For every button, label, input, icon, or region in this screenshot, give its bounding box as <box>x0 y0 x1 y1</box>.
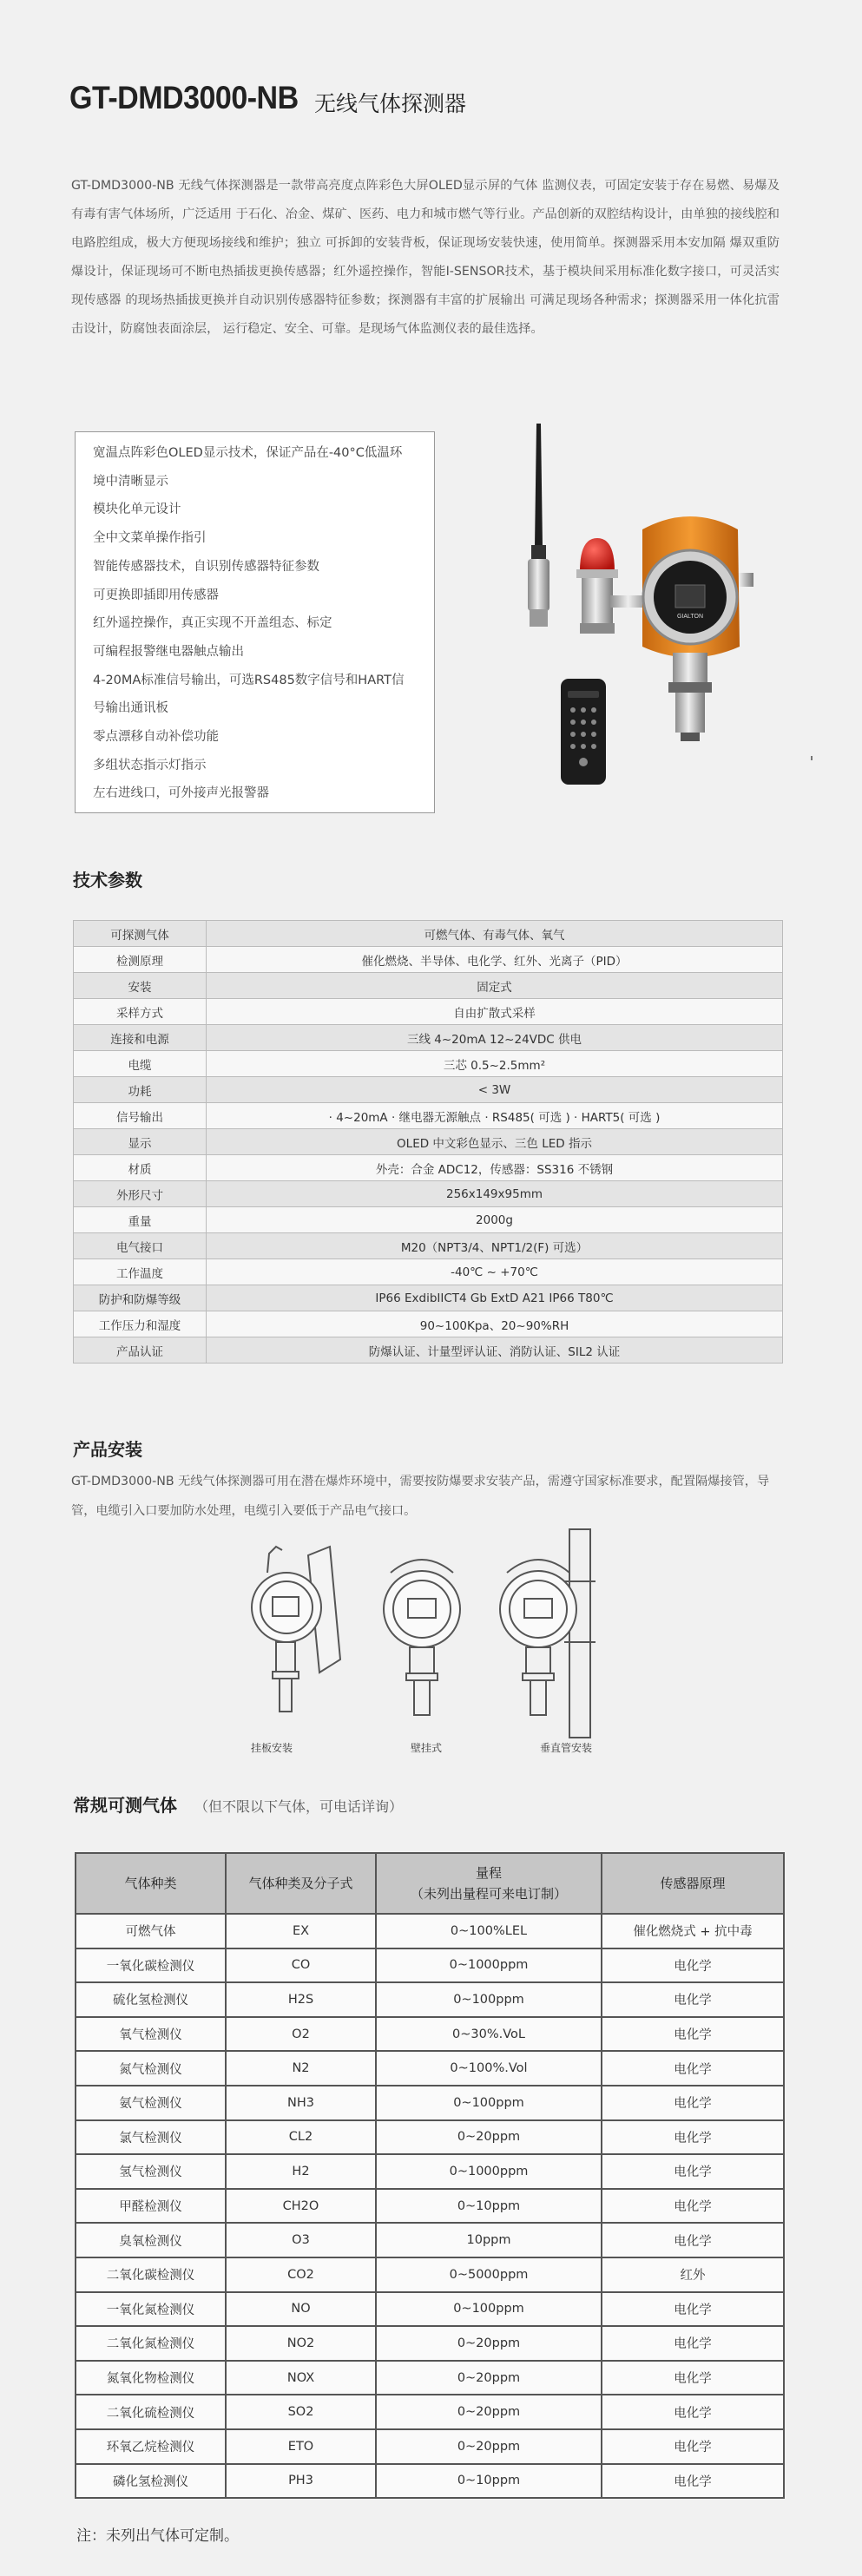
spec-value: 90~100Kpa、20~90%RH <box>207 1311 783 1337</box>
gas-row <box>76 1914 784 1948</box>
spec-value: -40℃ ~ +70℃ <box>207 1259 783 1285</box>
gas-principle-cell: 电化学 <box>602 2395 784 2429</box>
install-title: 产品安装 <box>73 1439 142 1460</box>
spec-value: 2000g <box>207 1207 783 1233</box>
spec-key: 显示 <box>74 1129 207 1155</box>
gas-range-cell: 0~10ppm <box>376 2464 602 2499</box>
brand-label: GIALTON <box>676 614 704 620</box>
gas-range-cell: 0~100ppm <box>376 2086 602 2120</box>
spec-value: 三芯 0.5~2.5mm² <box>207 1051 783 1077</box>
product-name-title: 无线气体探测器 <box>314 91 467 116</box>
gas-formula-cell: H2S <box>226 1982 376 2017</box>
gas-range-cell: 0~1000ppm <box>376 1948 602 1983</box>
spec-key: 防护和防爆等级 <box>74 1285 207 1311</box>
gas-range-cell: 0~100%.Vol <box>376 2051 602 2086</box>
header-gas-formula: 气体种类及分子式 <box>226 1853 376 1914</box>
gas-row <box>76 2326 784 2361</box>
gas-range-cell: 0~100%LEL <box>376 1914 602 1948</box>
gas-row <box>76 2120 784 2155</box>
gas-principle-cell: 电化学 <box>602 2154 784 2189</box>
gas-type-cell: 氯气检测仪 <box>76 2120 226 2155</box>
feature-item: 智能传感器技术，自识别传感器特征参数 <box>93 559 319 574</box>
gas-principle-cell: 电化学 <box>602 2292 784 2327</box>
gas-type-cell: 臭氧检测仪 <box>76 2223 226 2257</box>
product-model-title: GT-DMD3000-NB <box>69 80 299 116</box>
spec-value: 外壳：合金 ADC12，传感器：SS316 不锈钢 <box>207 1155 783 1181</box>
spec-value: < 3W <box>207 1077 783 1103</box>
feature-item: 全中文菜单操作指引 <box>93 531 207 546</box>
gas-row <box>76 2051 784 2086</box>
feature-item: 境中清晰显示 <box>93 474 168 489</box>
gas-formula-cell: CO <box>226 1948 376 1983</box>
spec-value: · 4~20mA · 继电器无源触点 · RS485( 可选 ) · HART5( 可选 ) <box>207 1103 783 1129</box>
header-gas-type: 气体种类 <box>76 1853 226 1914</box>
tech-params-title: 技术参数 <box>73 870 142 890</box>
feature-item: 左右进线口，可外接声光报警器 <box>93 786 269 801</box>
feature-item: 零点漂移自动补偿功能 <box>93 730 219 745</box>
gas-formula-cell: CH2O <box>226 2189 376 2224</box>
gas-row <box>76 2292 784 2327</box>
spec-row <box>74 1285 783 1311</box>
gas-row <box>76 2429 784 2464</box>
gas-formula-cell: CL2 <box>226 2120 376 2155</box>
gas-principle-cell: 电化学 <box>602 2223 784 2257</box>
product-image <box>512 417 799 816</box>
gas-principle-cell: 电化学 <box>602 2017 784 2052</box>
gas-range-cell: 0~30%.VoL <box>376 2017 602 2052</box>
gas-type-cell: 甲醛检测仪 <box>76 2189 226 2224</box>
feature-item: 号输出通讯板 <box>93 701 168 716</box>
gas-principle-cell: 电化学 <box>602 1948 784 1983</box>
spec-key: 工作压力和湿度 <box>74 1311 207 1337</box>
intro-paragraph: GT-DMD3000-NB 无线气体探测器是一款带高亮度点阵彩色大屏OLED显示屏的气体 监测仪表，可固定安装于存在易燃、易爆及有毒有害气体场所，广泛适用 于石化、冶金、煤矿、医药、电力和城市燃气等行业。产品创新的双腔结构设计，由单独的接线腔和电路腔组成，极大方便现场接线和维护；独立 可拆卸的安装背板，保证现场安装快速，使用简单。探测器采用本安加隔 爆双重防爆设计，保证现场可不断电热插拔更换传感器；红外遥控操作，智能I-SENSOR技术，基于模块间采用标准化数字接口，可灵活实现传感器 的现场热插拔更换并自动识别传感器特征参数；探测器有丰富的扩展输出 可满足现场各种需求；探测器采用一体化抗雷击设计，防腐蚀表面涂层， 运行稳定、安全、可靠。是现场气体监测仪表的最佳选择。 <box>71 179 780 336</box>
gas-type-cell: 二氧化碳检测仪 <box>76 2257 226 2292</box>
spec-row <box>74 1233 783 1259</box>
alarm-lamp-icon <box>576 538 618 634</box>
gas-range-cell: 0~20ppm <box>376 2326 602 2361</box>
spec-row <box>74 1129 783 1155</box>
gas-range-cell: 0~5000ppm <box>376 2257 602 2292</box>
gas-note: 注：未列出气体可定制。 <box>76 2527 239 2545</box>
spec-key: 连接和电源 <box>74 1025 207 1051</box>
spec-row <box>74 1337 783 1364</box>
install-paragraph: GT-DMD3000-NB 无线气体探测器可用在潜在爆炸环境中，需要按防爆要求安装产品，需遵守国家标准要求，配置隔爆接管，导管，电缆引入口要加防水处理，电缆引入要低于产品电气接口。 <box>71 1475 770 1518</box>
install-illustration <box>234 1495 608 1755</box>
spec-key: 材质 <box>74 1155 207 1181</box>
pipe-mount-icon <box>500 1529 596 1738</box>
feature-list <box>76 432 434 808</box>
spec-row <box>74 1077 783 1103</box>
spec-key: 产品认证 <box>74 1337 207 1364</box>
gas-type-cell: 氨气检测仪 <box>76 2086 226 2120</box>
spec-value: OLED 中文彩色显示、三色 LED 指示 <box>207 1129 783 1155</box>
feature-item: 多组状态指示灯指示 <box>93 758 207 772</box>
spec-value: 防爆认证、计量型评认证、消防认证、SIL2 认证 <box>207 1337 783 1364</box>
spec-row <box>74 947 783 973</box>
gas-formula-cell: NH3 <box>226 2086 376 2120</box>
gas-formula-cell: NO <box>226 2292 376 2327</box>
spec-row <box>74 1207 783 1233</box>
spec-key: 采样方式 <box>74 999 207 1025</box>
gas-section-title: 常规可测气体 <box>73 1795 177 1816</box>
spec-value: 256x149x95mm <box>207 1181 783 1207</box>
gas-range-cell: 0~20ppm <box>376 2361 602 2395</box>
gas-range-cell: 0~1000ppm <box>376 2154 602 2189</box>
caption-board-mount: 挂板安装 <box>251 1742 293 1754</box>
gas-formula-cell: NO2 <box>226 2326 376 2361</box>
decorative-mark <box>811 756 813 760</box>
spec-key: 检测原理 <box>74 947 207 973</box>
wall-mount-icon <box>384 1560 460 1715</box>
gas-row <box>76 2189 784 2224</box>
spec-key: 工作温度 <box>74 1259 207 1285</box>
gas-formula-cell: H2 <box>226 2154 376 2189</box>
spec-row <box>74 1181 783 1207</box>
feature-item: 4-20MA标准信号输出，可选RS485数字信号和HART信 <box>93 673 405 687</box>
gas-type-cell: 硫化氢检测仪 <box>76 1982 226 2017</box>
gas-range-cell: 0~10ppm <box>376 2189 602 2224</box>
spec-key: 电缆 <box>74 1051 207 1077</box>
feature-item: 模块化单元设计 <box>93 503 181 517</box>
gas-row <box>76 1948 784 1983</box>
gas-row <box>76 2361 784 2395</box>
spec-key: 安装 <box>74 973 207 999</box>
gas-range-cell: 0~20ppm <box>376 2395 602 2429</box>
gas-formula-cell: O3 <box>226 2223 376 2257</box>
spec-row <box>74 1051 783 1077</box>
feature-item: 宽温点阵彩色OLED显示技术，保证产品在-40°C低温环 <box>93 446 403 460</box>
feature-item: 可更换即插即用传感器 <box>93 588 219 602</box>
gas-row <box>76 2154 784 2189</box>
gas-principle-cell: 电化学 <box>602 2086 784 2120</box>
gas-type-cell: 环氧乙烷检测仪 <box>76 2429 226 2464</box>
gas-table-header-row <box>76 1853 784 1914</box>
gas-principle-cell: 电化学 <box>602 2361 784 2395</box>
spec-key: 电气接口 <box>74 1233 207 1259</box>
gas-row <box>76 2395 784 2429</box>
gas-formula-cell: SO2 <box>226 2395 376 2429</box>
spec-key: 重量 <box>74 1207 207 1233</box>
gas-section-subtitle: （但不限以下气体，可电话详询） <box>194 1798 404 1815</box>
gas-type-cell: 一氧化氮检测仪 <box>76 2292 226 2327</box>
gas-formula-cell: CO2 <box>226 2257 376 2292</box>
spec-row <box>74 973 783 999</box>
gas-row <box>76 1982 784 2017</box>
remote-control-icon <box>561 679 606 785</box>
gas-formula-cell: O2 <box>226 2017 376 2052</box>
spec-row <box>74 1259 783 1285</box>
spec-row <box>74 921 783 947</box>
spec-value: 固定式 <box>207 973 783 999</box>
feature-item: 红外遥控操作，真正实现不开盖组态、标定 <box>93 616 332 631</box>
gas-formula-cell: N2 <box>226 2051 376 2086</box>
spec-key: 外形尺寸 <box>74 1181 207 1207</box>
gas-formula-cell: EX <box>226 1914 376 1948</box>
gas-principle-cell: 电化学 <box>602 1982 784 2017</box>
spec-key: 功耗 <box>74 1077 207 1103</box>
gas-type-cell: 二氧化硫检测仪 <box>76 2395 226 2429</box>
spec-value: M20（NPT3/4、NPT1/2(F) 可选） <box>207 1233 783 1259</box>
gas-table <box>75 1852 785 2499</box>
spec-row <box>74 1103 783 1129</box>
caption-pipe-mount: 垂直管安装 <box>540 1742 593 1754</box>
gas-type-cell: 二氧化氮检测仪 <box>76 2326 226 2361</box>
gas-type-cell: 可燃气体 <box>76 1914 226 1948</box>
spec-key: 信号输出 <box>74 1103 207 1129</box>
caption-wall-mount: 壁挂式 <box>411 1742 443 1754</box>
spec-key: 可探测气体 <box>74 921 207 947</box>
gas-type-cell: 磷化氢检测仪 <box>76 2464 226 2499</box>
spec-value: 自由扩散式采样 <box>207 999 783 1025</box>
spec-value: 可燃气体、有毒气体、氧气 <box>207 921 783 947</box>
gas-row <box>76 2464 784 2499</box>
feature-item: 可编程报警继电器触点输出 <box>93 644 244 659</box>
spec-value: IP66 ExdibIICT4 Gb ExtD A21 IP66 T80℃ <box>207 1285 783 1311</box>
gas-range-cell: 0~100ppm <box>376 2292 602 2327</box>
gas-principle-cell: 电化学 <box>602 2120 784 2155</box>
spec-row <box>74 1311 783 1337</box>
spec-row <box>74 1155 783 1181</box>
spec-row <box>74 999 783 1025</box>
gas-type-cell: 氧气检测仪 <box>76 2017 226 2052</box>
gas-principle-cell: 电化学 <box>602 2464 784 2499</box>
gas-range-cell: 0~100ppm <box>376 1982 602 2017</box>
gas-principle-cell: 红外 <box>602 2257 784 2292</box>
detector-body-icon <box>642 516 753 741</box>
header-sensor-principle: 传感器原理 <box>602 1853 784 1914</box>
gas-principle-cell: 电化学 <box>602 2326 784 2361</box>
board-mount-icon <box>252 1547 340 1712</box>
feature-list-box <box>75 431 435 813</box>
gas-formula-cell: PH3 <box>226 2464 376 2499</box>
gas-range-cell: 0~20ppm <box>376 2120 602 2155</box>
gas-row <box>76 2017 784 2052</box>
gas-type-cell: 氮气检测仪 <box>76 2051 226 2086</box>
spec-value: 催化燃烧、半导体、电化学、红外、光离子（PID） <box>207 947 783 973</box>
gas-type-cell: 氢气检测仪 <box>76 2154 226 2189</box>
gas-principle-cell: 电化学 <box>602 2189 784 2224</box>
gas-formula-cell: NOX <box>226 2361 376 2395</box>
gas-row <box>76 2257 784 2292</box>
gas-formula-cell: ETO <box>226 2429 376 2464</box>
gas-range-cell: 10ppm <box>376 2223 602 2257</box>
gas-type-cell: 氮氧化物检测仪 <box>76 2361 226 2395</box>
gas-type-cell: 一氧化碳检测仪 <box>76 1948 226 1983</box>
header-range: 量程 （未列出量程可来电订制） <box>376 1853 602 1914</box>
antenna-icon <box>528 424 549 627</box>
gas-row <box>76 2223 784 2257</box>
spec-value: 三线 4~20mA 12~24VDC 供电 <box>207 1025 783 1051</box>
gas-range-cell: 0~20ppm <box>376 2429 602 2464</box>
gas-principle-cell: 催化燃烧式 + 抗中毒 <box>602 1914 784 1948</box>
spec-table <box>73 920 783 1364</box>
spec-row <box>74 1025 783 1051</box>
gas-principle-cell: 电化学 <box>602 2051 784 2086</box>
gas-row <box>76 2086 784 2120</box>
gas-principle-cell: 电化学 <box>602 2429 784 2464</box>
